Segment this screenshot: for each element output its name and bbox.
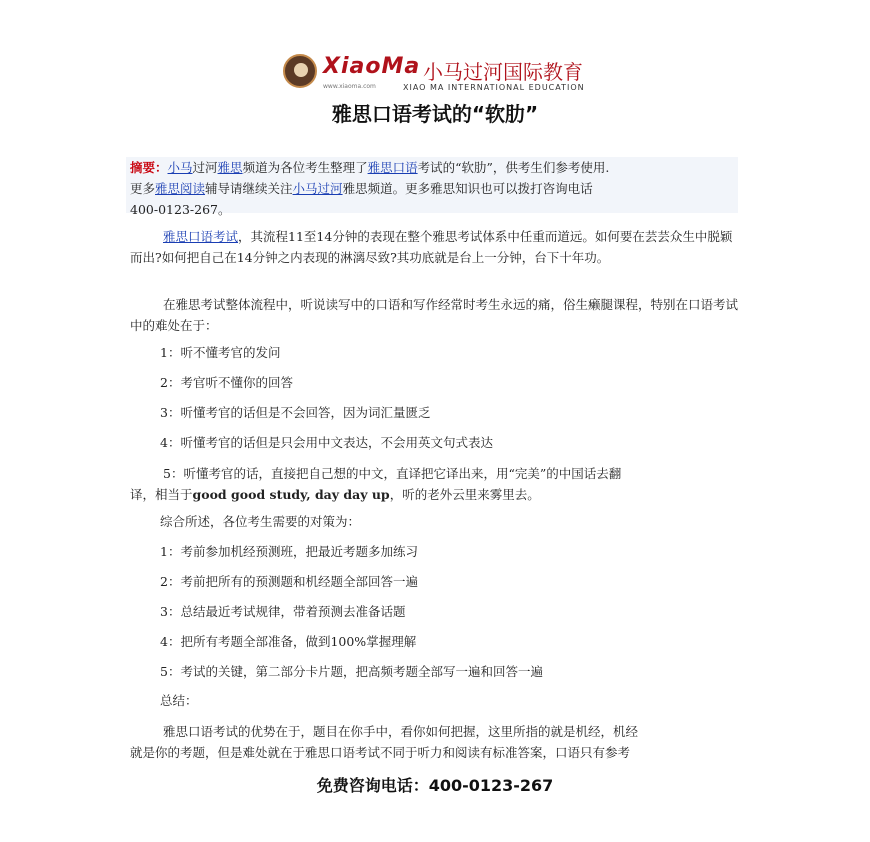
link-ielts-speaking[interactable]: 雅思口语 xyxy=(367,160,418,175)
item5-text: ，听的老外云里来雾里去。 xyxy=(389,487,540,502)
intro-paragraph xyxy=(130,226,740,268)
difficulty-item: 2：考官听不懂你的回答 xyxy=(160,375,293,390)
conclusion-line-1: 雅思口语考试的优势在于，题目在你手中，看你如何把握，这里所指的就是机经，机经 xyxy=(163,724,639,739)
conclusion-paragraph xyxy=(130,721,740,763)
logo-tagline: XIAO MA INTERNATIONAL EDUCATION xyxy=(403,83,585,92)
strategy-item: 5：考试的关键，第二部分卡片题，把高频考题全部写一遍和回答一遍 xyxy=(160,664,543,679)
abstract-text: 雅思频道。更多雅思知识也可以拨打咨询电话 xyxy=(342,181,593,196)
conclusion-label: 总结： xyxy=(160,693,198,708)
intro-text: ，其流程11至14分钟的表现在整个雅思考试体系中任重而道远。如何要在芸芸众生中脱颖而出?如何把自己在14分钟之内表现的淋漓尽致?其功底就是台上一分钟，台下十年功。 xyxy=(130,229,733,265)
document-title: 雅思口语考试的“软肋” xyxy=(331,102,539,126)
strategy-item: 2：考前把所有的预测题和机经题全部回答一遍 xyxy=(160,574,418,589)
item5-text: 译，相当于 xyxy=(130,487,193,502)
difficulty-item: 1：听不懂考官的发问 xyxy=(160,345,281,360)
link-ielts-speaking-exam[interactable]: 雅思口语考试 xyxy=(163,229,239,244)
brand-logo xyxy=(283,52,593,94)
logo-english-name: XiaoMa xyxy=(323,54,421,79)
abstract-text: 考试的“软肋”，供考生们参考使用. xyxy=(417,160,610,175)
item5-english-phrase: good good study, day day up xyxy=(192,487,390,502)
footer-label: 免费咨询电话： xyxy=(316,776,429,795)
logo-website: www.xiaoma.com xyxy=(323,83,376,90)
strategy-item: 1：考前参加机经预测班，把最近考题多加练习 xyxy=(160,544,418,559)
abstract-text: 过河 xyxy=(192,160,218,175)
footer-hotline xyxy=(0,773,870,796)
abstract-line-3: 400-0123-267。 xyxy=(130,202,231,217)
abstract-label: 摘要： xyxy=(130,160,168,175)
difficulty-5-line-1: 5：听懂考官的话，直接把自己想的中文，直译把它译出来，用“完美”的中国话去翻 xyxy=(163,466,622,481)
abstract-line-2 xyxy=(130,178,734,199)
abstract-box xyxy=(126,157,738,217)
abstract-text: 频道为各位考生整理了 xyxy=(242,160,368,175)
difficulty-item: 4：听懂考官的话但是只会用中文表达，不会用英文句式表达 xyxy=(160,435,493,450)
abstract-text: 辅导请继续关注 xyxy=(205,181,293,196)
difficulty-item: 3：听懂考官的话但是不会回答，因为词汇量匮乏 xyxy=(160,405,431,420)
logo-chinese-name: 小马过河国际教育 xyxy=(423,60,583,84)
summary-intro: 综合所述，各位考生需要的对策为： xyxy=(160,514,361,529)
footer-phone: 400-0123-267 xyxy=(428,776,554,795)
abstract-line-1 xyxy=(130,157,734,178)
link-xiaoma[interactable]: 小马 xyxy=(167,160,193,175)
strategy-item: 3：总结最近考试规律，带着预测去准备话题 xyxy=(160,604,406,619)
abstract-text: 更多 xyxy=(130,181,156,196)
strategy-item: 4：把所有考题全部准备，做到100%掌握理解 xyxy=(160,634,417,649)
difficulty-item-5 xyxy=(130,463,740,505)
link-ielts[interactable]: 雅思 xyxy=(217,160,243,175)
conclusion-line-2: 就是你的考题，但是难处就在于雅思口语考试不同于听力和阅读有标准答案，口语只有参考 xyxy=(130,745,631,760)
logo-emblem-icon xyxy=(283,54,317,88)
link-ielts-reading[interactable]: 雅思阅读 xyxy=(155,181,206,196)
difficulty-5-line-2 xyxy=(130,484,740,505)
link-xiaomaguohe[interactable]: 小马过河 xyxy=(292,181,343,196)
paragraph-2: 在雅思考试整体流程中，听说读写中的口语和写作经常时考生永远的痛，俗生癞腿课程，特别在口语考试中的难处在于： xyxy=(130,297,739,333)
